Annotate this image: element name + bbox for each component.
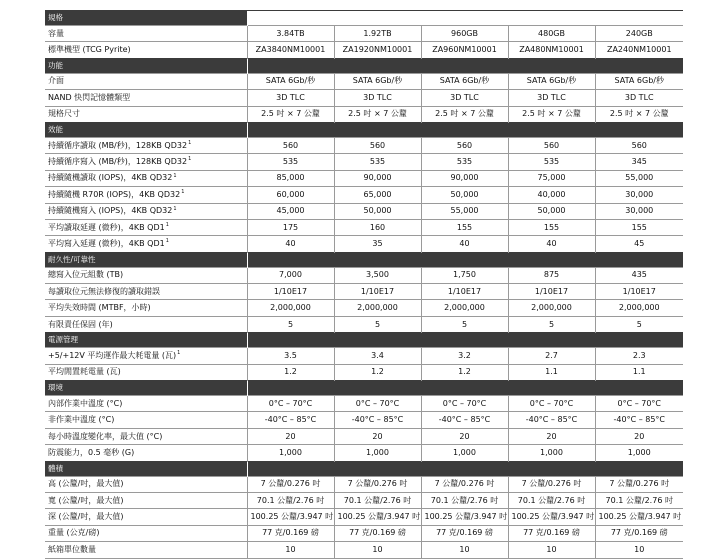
table-row bbox=[45, 137, 683, 153]
table-cell: SATA 6Gb/秒 bbox=[247, 73, 334, 89]
table-row bbox=[45, 542, 683, 558]
row-label-text: 總寫入位元組數 (TB) bbox=[48, 270, 124, 280]
table-cell: 1.2 bbox=[247, 364, 334, 380]
row-label-text: 寬 (公釐/吋，最大值) bbox=[48, 495, 124, 505]
table-cell: 1.92TB bbox=[334, 26, 421, 42]
table-cell: 1.2 bbox=[334, 364, 421, 380]
table-cell: -40°C – 85°C bbox=[595, 412, 683, 428]
row-label bbox=[45, 73, 247, 89]
table-cell: -40°C – 85°C bbox=[334, 412, 421, 428]
table-cell: 40 bbox=[421, 236, 508, 252]
table-cell: 3D TLC bbox=[508, 90, 595, 106]
footnote-marker: 1 bbox=[165, 221, 169, 228]
table-cell: 1.1 bbox=[508, 364, 595, 380]
section-title: 效能 bbox=[45, 122, 247, 137]
table-cell: 1,750 bbox=[421, 267, 508, 283]
table-cell: 65,000 bbox=[334, 187, 421, 203]
row-label-text: 平均讀取延遲 (微秒)，4KB QD1 bbox=[48, 222, 165, 232]
table-cell: 1/10E17 bbox=[247, 284, 334, 300]
section-header-fill bbox=[247, 122, 683, 137]
table-row bbox=[45, 154, 683, 170]
table-cell: 155 bbox=[595, 219, 683, 235]
table-cell: 55,000 bbox=[595, 170, 683, 186]
row-label-text: 深 (公釐/吋，最大值) bbox=[48, 512, 124, 522]
section-header bbox=[45, 333, 683, 348]
row-label bbox=[45, 542, 247, 558]
table-cell: 2.5 吋 × 7 公釐 bbox=[595, 106, 683, 122]
table-cell: 2.5 吋 × 7 公釐 bbox=[334, 106, 421, 122]
table-cell: 875 bbox=[508, 267, 595, 283]
row-label bbox=[45, 428, 247, 444]
row-label-text: 防震能力，0.5 毫秒 (G) bbox=[48, 447, 135, 457]
table-cell: 20 bbox=[421, 428, 508, 444]
table-row bbox=[45, 428, 683, 444]
table-cell: 2,000,000 bbox=[595, 300, 683, 316]
table-cell: 77 克/0.169 磅 bbox=[595, 525, 683, 541]
table-cell: 560 bbox=[508, 137, 595, 153]
table-cell: 3,500 bbox=[334, 267, 421, 283]
row-label-text: 標準機型 (TCG Pyrite) bbox=[48, 45, 131, 55]
table-cell: 1,000 bbox=[595, 445, 683, 461]
spec-table bbox=[45, 10, 683, 559]
table-cell: 3.2 bbox=[421, 348, 508, 364]
table-cell: 10 bbox=[334, 542, 421, 558]
table-cell: 960GB bbox=[421, 26, 508, 42]
section-header-fill bbox=[247, 461, 683, 476]
section-title: 環境 bbox=[45, 381, 247, 396]
table-row bbox=[45, 509, 683, 525]
table-cell: 345 bbox=[595, 154, 683, 170]
table-cell: 10 bbox=[247, 542, 334, 558]
table-cell: 1,000 bbox=[334, 445, 421, 461]
row-label bbox=[45, 476, 247, 492]
section-title: 體積 bbox=[45, 461, 247, 476]
table-cell: 1,000 bbox=[247, 445, 334, 461]
table-cell: 2,000,000 bbox=[508, 300, 595, 316]
table-row bbox=[45, 26, 683, 42]
row-label bbox=[45, 26, 247, 42]
table-cell: 3.5 bbox=[247, 348, 334, 364]
table-cell: 7,000 bbox=[247, 267, 334, 283]
table-cell: ZA480NM10001 bbox=[508, 42, 595, 58]
table-cell: 155 bbox=[508, 219, 595, 235]
section-header bbox=[45, 252, 683, 267]
row-label bbox=[45, 364, 247, 380]
row-label bbox=[45, 348, 247, 364]
table-cell: 77 克/0.169 磅 bbox=[421, 525, 508, 541]
spec-sheet bbox=[45, 10, 683, 559]
table-cell: 70.1 公釐/2.76 吋 bbox=[595, 492, 683, 508]
section-header bbox=[45, 381, 683, 396]
table-cell: 10 bbox=[421, 542, 508, 558]
table-cell: 7 公釐/0.276 吋 bbox=[508, 476, 595, 492]
table-cell: ZA1920NM10001 bbox=[334, 42, 421, 58]
row-label-text: 高 (公釐/吋，最大值) bbox=[48, 479, 124, 489]
row-label bbox=[45, 525, 247, 541]
table-cell: 560 bbox=[595, 137, 683, 153]
table-cell: 1.1 bbox=[595, 364, 683, 380]
table-cell: 3D TLC bbox=[421, 90, 508, 106]
table-cell: 480GB bbox=[508, 26, 595, 42]
table-cell: 3D TLC bbox=[595, 90, 683, 106]
row-label bbox=[45, 267, 247, 283]
row-label bbox=[45, 203, 247, 219]
table-cell: 5 bbox=[421, 316, 508, 332]
row-label-text: 介面 bbox=[48, 76, 64, 86]
table-cell: 2.5 吋 × 7 公釐 bbox=[247, 106, 334, 122]
table-cell: -40°C – 85°C bbox=[421, 412, 508, 428]
table-cell: 20 bbox=[508, 428, 595, 444]
footnote-marker: 1 bbox=[177, 350, 181, 357]
table-cell: 100.25 公釐/3.947 吋 bbox=[595, 509, 683, 525]
table-cell: 70.1 公釐/2.76 吋 bbox=[421, 492, 508, 508]
table-cell: 10 bbox=[595, 542, 683, 558]
row-label bbox=[45, 236, 247, 252]
table-row bbox=[45, 316, 683, 332]
row-label bbox=[45, 170, 247, 186]
table-row bbox=[45, 364, 683, 380]
table-cell: 0°C – 70°C bbox=[508, 396, 595, 412]
table-cell: 100.25 公釐/3.947 吋 bbox=[421, 509, 508, 525]
table-cell: 77 克/0.169 磅 bbox=[508, 525, 595, 541]
table-cell: 0°C – 70°C bbox=[247, 396, 334, 412]
table-cell: 2,000,000 bbox=[247, 300, 334, 316]
table-cell: SATA 6Gb/秒 bbox=[595, 73, 683, 89]
footnote-marker: 1 bbox=[188, 156, 192, 163]
table-cell: 1/10E17 bbox=[595, 284, 683, 300]
row-label-text: 非作業中溫度 (°C) bbox=[48, 415, 115, 425]
table-row bbox=[45, 492, 683, 508]
table-cell: 535 bbox=[247, 154, 334, 170]
row-label bbox=[45, 509, 247, 525]
row-label bbox=[45, 137, 247, 153]
footnote-marker: 1 bbox=[188, 139, 192, 146]
row-label-text: 規格尺寸 bbox=[48, 109, 80, 119]
table-cell: ZA3840NM10001 bbox=[247, 42, 334, 58]
row-label bbox=[45, 90, 247, 106]
row-label-text: +5/+12V 平均運作最大耗電量 (瓦) bbox=[48, 350, 177, 360]
table-cell: 100.25 公釐/3.947 吋 bbox=[334, 509, 421, 525]
row-label-text: 每讀取位元無法修復的讀取錯誤 bbox=[48, 286, 160, 296]
row-label bbox=[45, 42, 247, 58]
table-cell: 175 bbox=[247, 219, 334, 235]
table-cell: 77 克/0.169 磅 bbox=[334, 525, 421, 541]
table-cell: 45,000 bbox=[247, 203, 334, 219]
table-cell: 2.7 bbox=[508, 348, 595, 364]
row-label bbox=[45, 187, 247, 203]
table-cell: 70.1 公釐/2.76 吋 bbox=[508, 492, 595, 508]
table-cell: SATA 6Gb/秒 bbox=[421, 73, 508, 89]
table-cell: 5 bbox=[334, 316, 421, 332]
row-label-text: 紙箱單位數量 bbox=[48, 544, 96, 554]
table-row bbox=[45, 284, 683, 300]
table-row bbox=[45, 445, 683, 461]
row-label-text: 有限責任保固 (年) bbox=[48, 319, 113, 329]
row-label-text: 每小時溫度變化率，最大值 (°C) bbox=[48, 431, 163, 441]
table-row bbox=[45, 42, 683, 58]
row-label-text: 平均閒置耗電量 (瓦) bbox=[48, 367, 121, 377]
table-cell: 70.1 公釐/2.76 吋 bbox=[334, 492, 421, 508]
table-cell: 1/10E17 bbox=[334, 284, 421, 300]
row-label bbox=[45, 445, 247, 461]
section-header-fill bbox=[247, 11, 683, 26]
row-label-text: 容量 bbox=[48, 28, 64, 38]
table-cell: 100.25 公釐/3.947 吋 bbox=[508, 509, 595, 525]
section-header-fill bbox=[247, 58, 683, 73]
table-cell: 2.3 bbox=[595, 348, 683, 364]
section-header bbox=[45, 11, 683, 26]
row-label bbox=[45, 300, 247, 316]
table-cell: 1,000 bbox=[421, 445, 508, 461]
table-cell: 75,000 bbox=[508, 170, 595, 186]
row-label-text: 持續隨機 R70R (IOPS)，4KB QD32 bbox=[48, 189, 181, 199]
table-cell: 90,000 bbox=[334, 170, 421, 186]
table-cell: ZA240NM10001 bbox=[595, 42, 683, 58]
table-cell: 30,000 bbox=[595, 203, 683, 219]
table-cell: 560 bbox=[247, 137, 334, 153]
table-row bbox=[45, 267, 683, 283]
row-label-text: 持續隨機讀取 (IOPS)，4KB QD32 bbox=[48, 173, 173, 183]
table-row bbox=[45, 203, 683, 219]
footnote-marker: 1 bbox=[173, 172, 177, 179]
row-label bbox=[45, 219, 247, 235]
table-cell: 20 bbox=[247, 428, 334, 444]
row-label-text: 持續隨機寫入 (IOPS)，4KB QD32 bbox=[48, 206, 173, 216]
table-cell: 77 克/0.169 磅 bbox=[247, 525, 334, 541]
section-header bbox=[45, 58, 683, 73]
table-cell: 90,000 bbox=[421, 170, 508, 186]
table-cell: 45 bbox=[595, 236, 683, 252]
table-cell: 5 bbox=[595, 316, 683, 332]
footnote-marker: 1 bbox=[173, 205, 177, 212]
table-cell: 7 公釐/0.276 吋 bbox=[595, 476, 683, 492]
table-cell: 40,000 bbox=[508, 187, 595, 203]
table-cell: 10 bbox=[508, 542, 595, 558]
row-label bbox=[45, 106, 247, 122]
section-title: 功能 bbox=[45, 58, 247, 73]
table-cell: 40 bbox=[508, 236, 595, 252]
section-title: 電源管理 bbox=[45, 333, 247, 348]
footnote-marker: 1 bbox=[165, 238, 169, 245]
table-cell: 560 bbox=[334, 137, 421, 153]
table-cell: 2,000,000 bbox=[334, 300, 421, 316]
table-cell: 535 bbox=[334, 154, 421, 170]
table-cell: 7 公釐/0.276 吋 bbox=[247, 476, 334, 492]
table-cell: 7 公釐/0.276 吋 bbox=[421, 476, 508, 492]
row-label-text: 重量 (公克/磅) bbox=[48, 528, 100, 538]
table-cell: 240GB bbox=[595, 26, 683, 42]
table-cell: 0°C – 70°C bbox=[334, 396, 421, 412]
table-row bbox=[45, 396, 683, 412]
table-cell: 3D TLC bbox=[334, 90, 421, 106]
row-label bbox=[45, 492, 247, 508]
table-cell: 20 bbox=[334, 428, 421, 444]
row-label bbox=[45, 154, 247, 170]
table-cell: 0°C – 70°C bbox=[595, 396, 683, 412]
row-label bbox=[45, 316, 247, 332]
table-cell: 2,000,000 bbox=[421, 300, 508, 316]
table-row bbox=[45, 90, 683, 106]
table-cell: 160 bbox=[334, 219, 421, 235]
table-cell: 20 bbox=[595, 428, 683, 444]
table-cell: 560 bbox=[421, 137, 508, 153]
table-cell: 100.25 公釐/3.947 吋 bbox=[247, 509, 334, 525]
table-row bbox=[45, 300, 683, 316]
table-row bbox=[45, 106, 683, 122]
table-cell: -40°C – 85°C bbox=[508, 412, 595, 428]
table-cell: 1,000 bbox=[508, 445, 595, 461]
section-header-fill bbox=[247, 381, 683, 396]
section-header-fill bbox=[247, 252, 683, 267]
table-cell: SATA 6Gb/秒 bbox=[334, 73, 421, 89]
table-cell: 2.5 吋 × 7 公釐 bbox=[421, 106, 508, 122]
table-row bbox=[45, 476, 683, 492]
table-cell: 35 bbox=[334, 236, 421, 252]
table-cell: 3.4 bbox=[334, 348, 421, 364]
row-label-text: 內部作業中溫度 (°C) bbox=[48, 398, 123, 408]
table-cell: 535 bbox=[421, 154, 508, 170]
table-cell: 5 bbox=[247, 316, 334, 332]
row-label bbox=[45, 412, 247, 428]
table-cell: 1/10E17 bbox=[508, 284, 595, 300]
table-cell: 50,000 bbox=[334, 203, 421, 219]
row-label-text: 持續循序寫入 (MB/秒)，128KB QD32 bbox=[48, 157, 188, 167]
section-title: 規格 bbox=[45, 11, 247, 26]
table-cell: 155 bbox=[421, 219, 508, 235]
footnote-marker: 1 bbox=[181, 189, 185, 196]
table-cell: 435 bbox=[595, 267, 683, 283]
table-cell: 3D TLC bbox=[247, 90, 334, 106]
table-cell: 7 公釐/0.276 吋 bbox=[334, 476, 421, 492]
table-cell: 55,000 bbox=[421, 203, 508, 219]
table-cell: 85,000 bbox=[247, 170, 334, 186]
table-cell: 40 bbox=[247, 236, 334, 252]
section-header bbox=[45, 461, 683, 476]
table-cell: 535 bbox=[508, 154, 595, 170]
section-header bbox=[45, 122, 683, 137]
table-cell: 60,000 bbox=[247, 187, 334, 203]
table-row bbox=[45, 348, 683, 364]
table-cell: 1/10E17 bbox=[421, 284, 508, 300]
table-row bbox=[45, 412, 683, 428]
table-row bbox=[45, 170, 683, 186]
table-cell: 50,000 bbox=[421, 187, 508, 203]
row-label-text: 持續循序讀取 (MB/秒)，128KB QD32 bbox=[48, 140, 188, 150]
table-row bbox=[45, 236, 683, 252]
table-cell: SATA 6Gb/秒 bbox=[508, 73, 595, 89]
table-cell: -40°C – 85°C bbox=[247, 412, 334, 428]
table-cell: 0°C – 70°C bbox=[421, 396, 508, 412]
section-title: 耐久性/可靠性 bbox=[45, 252, 247, 267]
table-row bbox=[45, 187, 683, 203]
table-cell: 30,000 bbox=[595, 187, 683, 203]
row-label bbox=[45, 396, 247, 412]
table-row bbox=[45, 73, 683, 89]
section-header-fill bbox=[247, 333, 683, 348]
row-label-text: 平均寫入延遲 (微秒)，4KB QD1 bbox=[48, 238, 165, 248]
table-cell: 5 bbox=[508, 316, 595, 332]
table-row bbox=[45, 219, 683, 235]
table-cell: 2.5 吋 × 7 公釐 bbox=[508, 106, 595, 122]
table-cell: 3.84TB bbox=[247, 26, 334, 42]
row-label bbox=[45, 284, 247, 300]
table-cell: 1.2 bbox=[421, 364, 508, 380]
table-cell: 70.1 公釐/2.76 吋 bbox=[247, 492, 334, 508]
table-cell: 50,000 bbox=[508, 203, 595, 219]
row-label-text: NAND 快閃記憶體類型 bbox=[48, 92, 131, 102]
row-label-text: 平均失效時間 (MTBF，小時) bbox=[48, 303, 151, 313]
table-row bbox=[45, 525, 683, 541]
table-cell: ZA960NM10001 bbox=[421, 42, 508, 58]
